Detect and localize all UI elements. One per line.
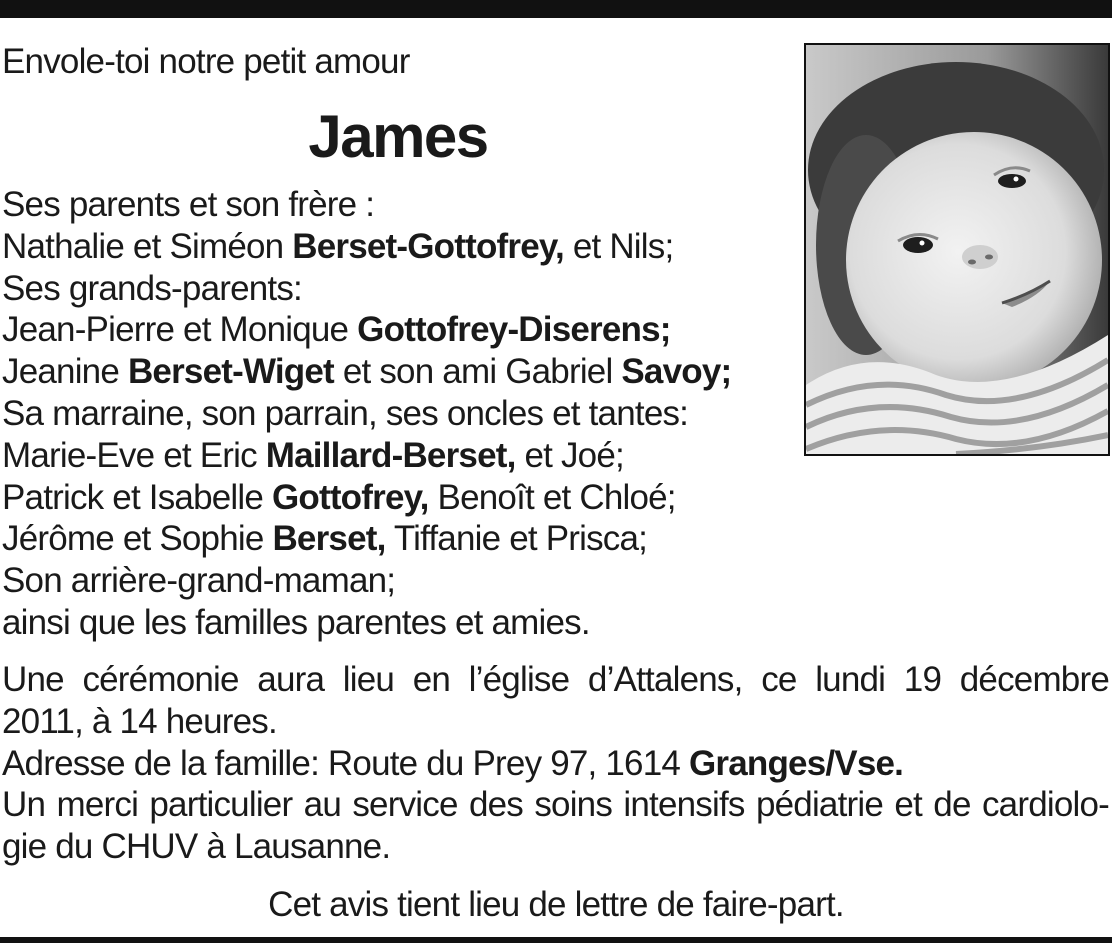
family-surname: Savoy; xyxy=(621,352,732,392)
mourner-text: Patrick et Isabelle xyxy=(2,477,272,517)
top-rule xyxy=(0,0,1112,18)
mourner-text: Son arrière-grand-maman; xyxy=(2,561,396,601)
family-surname: Berset-Gottofrey, xyxy=(292,226,564,266)
thanks-line: Un merci particulier au service des soins intensifs pédiatrie et de cardiolo- xyxy=(2,785,1109,825)
ceremony-line: Une cérémonie aura lieu en l’église d’Attalens, ce lundi 19 décembre xyxy=(2,660,1109,699)
family-surname: Maillard-Berset, xyxy=(265,435,516,475)
address-locality: Granges/Vse. xyxy=(688,743,904,783)
closing-note: Cet avis tient lieu de lettre de faire-part. xyxy=(268,885,844,924)
bottom-rule xyxy=(0,937,1112,943)
family-surname: Gottofrey-Diserens; xyxy=(357,310,671,350)
epigraph: Envole-toi notre petit amour xyxy=(2,42,410,81)
mourner-line xyxy=(2,560,794,602)
mourner-text: ainsi que les familles parentes et amies. xyxy=(2,602,590,642)
mourners-list xyxy=(2,184,794,644)
ceremony-line: 2011, à 14 heures. xyxy=(2,701,277,741)
mourner-text: Jeanine xyxy=(2,352,128,392)
mourner-line xyxy=(2,477,794,519)
mourner-line xyxy=(2,435,794,477)
mourner-line xyxy=(2,268,794,310)
mourner-text: Jean-Pierre et Monique xyxy=(2,310,358,350)
mourner-line xyxy=(2,184,794,226)
mourner-text: Marie-Eve et Eric xyxy=(2,435,266,475)
mourner-text: Ses grands-parents: xyxy=(2,268,302,308)
family-address xyxy=(2,743,1109,785)
thanks-line: gie du CHUV à Lausanne. xyxy=(2,827,391,867)
mourner-text: Benoît et Chloé; xyxy=(428,477,676,517)
address-text: Adresse de la famille: Route du Prey 97, 1614 xyxy=(2,743,689,783)
mourner-line xyxy=(2,351,794,393)
baby-portrait-image xyxy=(806,45,1108,454)
notice-left-column xyxy=(2,41,794,644)
mourner-text: Jérôme et Sophie xyxy=(2,519,273,559)
mourner-text: Nathalie et Siméon xyxy=(2,226,293,266)
mourner-text: Sa marraine, son parrain, ses oncles et tantes: xyxy=(2,393,689,433)
mourner-line xyxy=(2,309,794,351)
mourner-line xyxy=(2,226,794,268)
baby-photo xyxy=(804,43,1110,456)
nose xyxy=(962,245,998,269)
mourner-line xyxy=(2,602,794,644)
mourner-text: et Nils; xyxy=(563,226,674,266)
mourner-text: Tiffanie et Prisca; xyxy=(385,519,648,559)
mourner-text: et son ami Gabriel xyxy=(333,352,622,392)
family-surname: Berset-Wiget xyxy=(127,352,334,392)
mourner-line xyxy=(2,393,794,435)
family-surname: Berset, xyxy=(272,519,386,559)
mourner-text: Ses parents et son frère : xyxy=(2,184,375,224)
family-surname: Gottofrey, xyxy=(271,477,429,517)
notice-details xyxy=(2,659,1109,868)
mourner-text: et Joé; xyxy=(515,435,624,475)
mourner-line xyxy=(2,518,794,560)
deceased-name: James xyxy=(308,102,488,170)
